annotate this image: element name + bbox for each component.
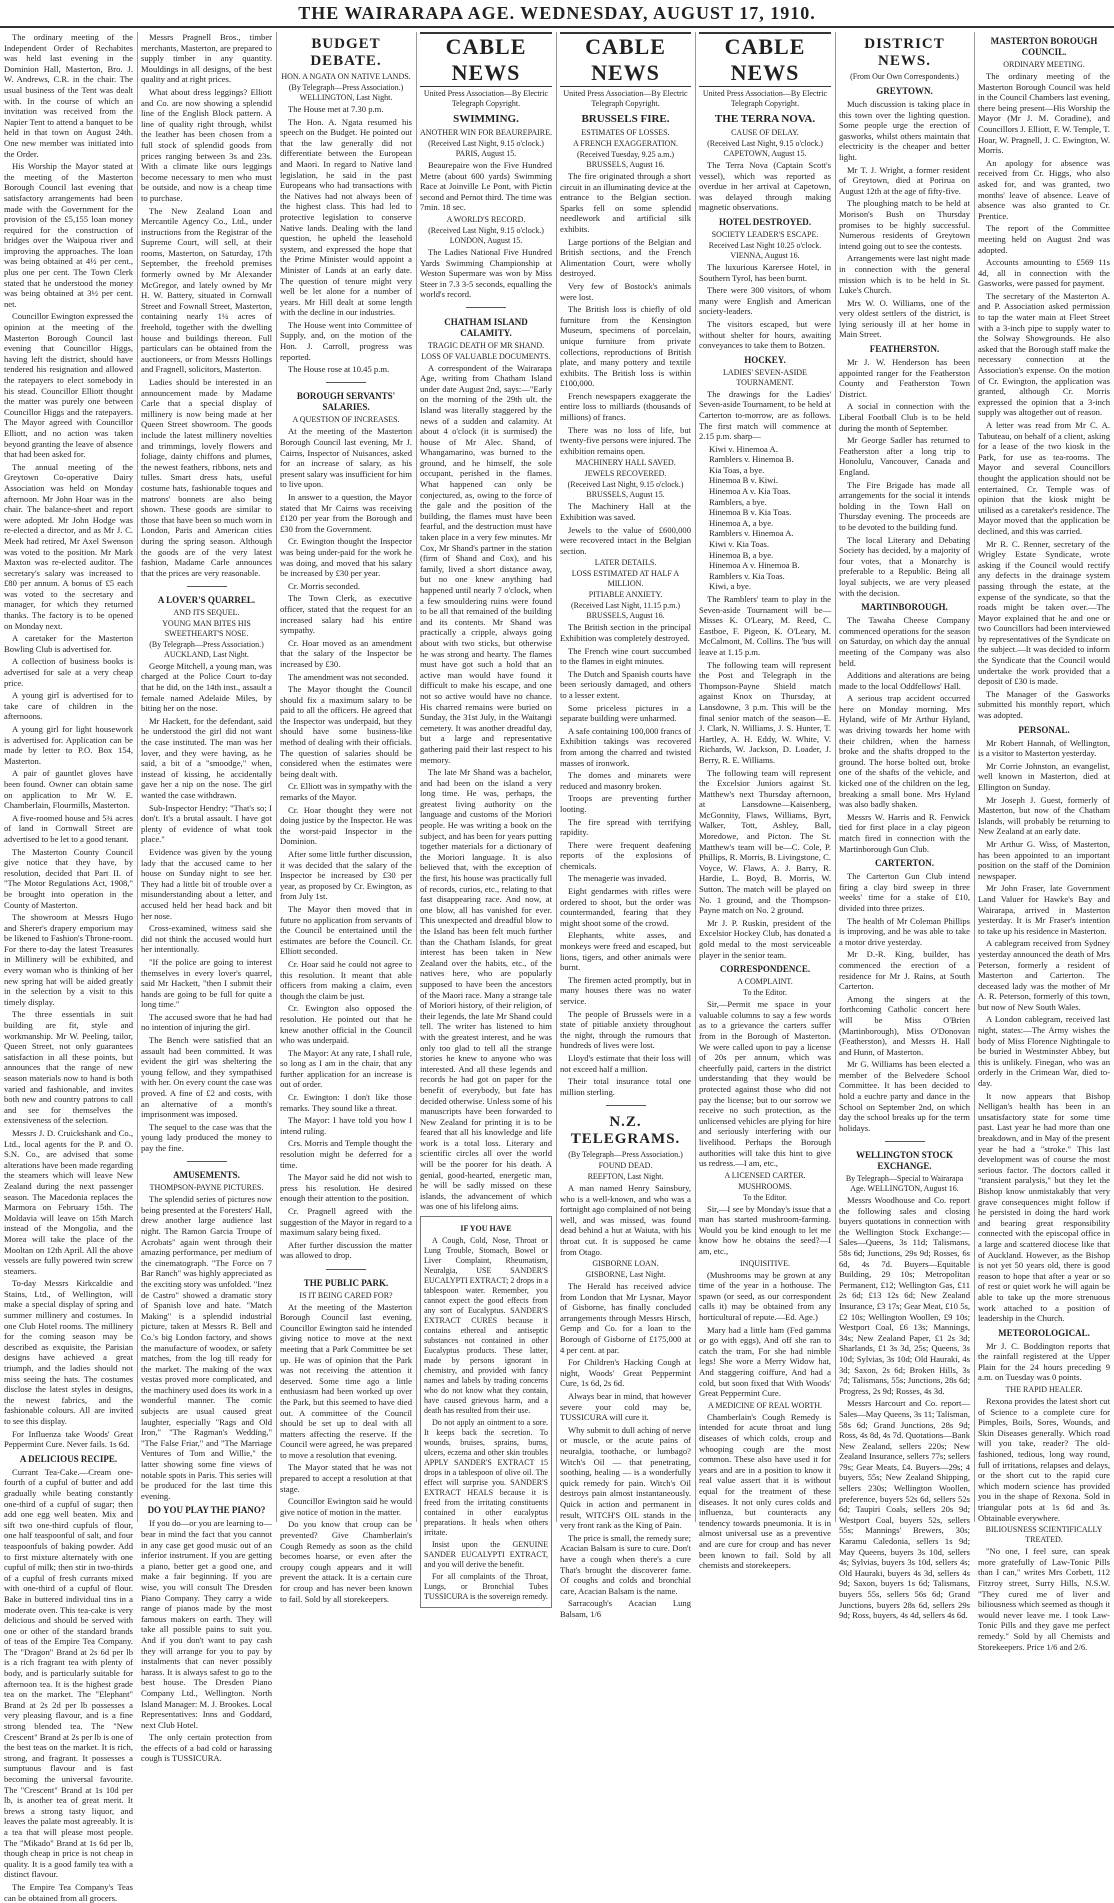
- section-heading: METEOROLOGICAL.: [998, 1327, 1090, 1338]
- article-subheading: LOSS OF VALUABLE DOCUMENTS.: [421, 351, 551, 361]
- paragraph: Cr. Hoar thought they were not doing justice by the Inspector. He was the worst-paid Inspector in the Dominion.: [280, 804, 412, 847]
- cable-credit: United Press Association—By Electric Telegraph Copyright.: [563, 89, 688, 108]
- paragraph: Messrs W. Harris and R. Fenwick tied for first place in a clay pigeon match fired in connection with the Martinborough Gun Club.: [839, 811, 970, 854]
- article-heading: SWIMMING.: [453, 113, 519, 125]
- column-rule: [835, 32, 836, 1522]
- paragraph: The Bench were satisfied that an assault had been committed. It was evident the girl was sheltering the young fellow, and they sympathised with her. On every count the case was proved. A fine of £2 and costs, with an alternative of a month's imprisonment was imposed.: [141, 1035, 272, 1120]
- column-rule: [695, 32, 696, 1522]
- paragraph: The Ramblers' team to play in the Seven-aside Tournament will be—Misses K. O'Leary, M. Reed, C. Eastboe, F. Pigeon, K. O'Leary, M. McCalmont, M. Collins. The 'bus will leave at 1.15 p.m.: [699, 594, 831, 657]
- paragraph: The Mayor said he did not wish to press his resolution. He desired enough their attention to the position.: [280, 1172, 412, 1204]
- article-subheading: MUSHROOMS.: [738, 1181, 792, 1191]
- paragraph: Mr G. Williams has been elected a member of the Belvedere School Committee. It has been decided to hold a euchre party and dance in the School on September 2nd, on which day the school breaks up for the term holidays.: [839, 1059, 970, 1133]
- paragraph: At the meeting of the Masterton Borough Council last evening, Councillor Ewington said he intended giving notice to move at the next meeting that a Park Committee be set up. He was of opinion that the Park was not receiving the attention it deserved. Some time ago a little enthusiasm had been worked up over the Park, but this seemed to have died out. A committee of the Council should be set up to deal with all matters affecting the reserve. If the Council were agreed, he was prepared to move a resolution that evening.: [280, 1301, 412, 1460]
- paragraph: Lloyd's estimate that their loss will not exceed half a million.: [560, 1052, 691, 1074]
- article-subheading: HON. A NGATA ON NATIVE LANDS.: [281, 72, 411, 81]
- paragraph: Messrs Harcourt and Co. report—Sales—May Queens, 3s 11; Talisman, 58s 6d; Grand Junctions, 28s 9d; Ross, 4s 8d, 4s 7d. Quotations—Bank New Zealand, sellers 220s; New Zealand Insurance, sellers 77s; sellers 79s; Gear Meats, £4. Buyers—29s; 4 buyers, 55s; New Zealand Shipping, sellers 230s; Wellington Woollen, preference, buyers 52s 6d, sellers 52s 6d; Taupiri Coals, sellers 20s 9d; Westport Coal, buyers 52s, sellers 55s; Mannings' Brewers, 30s; Karamu Caledonia, sellers 1s 9d; May Queens, buyers 3s 10d, sellers 4s; Sylvias, buyers 3s 10d, sellers 4s; Old Hauraki, buyers 4s 3d, sellers 4s 9d; Saxon, buyers 1s 6d; Talismans, buyers 55s, sellers 56s 6d; Grand Junctions, buyers 28s 6d, sellers 29s 9d; Ross, buyers, 4s 4d, sellers 4s 6d.: [839, 1398, 970, 1621]
- paragraph: The Mayor then moved that in future no application from servants of the Council be entertained until the estimates are before the Council. Cr. Elliott seconded.: [280, 903, 412, 957]
- article-heading: DO YOU PLAY THE PIANO?: [147, 1505, 266, 1516]
- dateline: (Received Last Night, 9.15 o'clock.) CAPETOWN, August 15.: [707, 139, 823, 158]
- cable-news-banner: [699, 32, 831, 87]
- paragraph: The Terra Nova (Captain Scott's vessel), which was reported as overdue in her arrival at Capetown, was delayed through making magnetic observations.: [699, 160, 831, 213]
- article-heading: CORRESPONDENCE.: [719, 964, 811, 975]
- dateline: (Received Tuesday, 9.25 a.m.) BRUSSELS, August 16.: [576, 150, 675, 169]
- article-subheading: PITIABLE ANXIETY.: [588, 590, 663, 600]
- dateline: (By Telegraph—Press Association.): [568, 1149, 683, 1159]
- paragraph: Ladies should be interested in an announcement made by Madame Carle that a special display of millinery is now being made at her Queen Street showroom. The goods include the latest millinery novelties and trimmings, lovely flowers and foliage, dainty chiffons and plumes, the newest feathers, ribbons, nets and tulles. Smart dress hats, useful costume hats, fashionable toques and matrons' bonnets are also being shown. These goods are similar to those that have been so much worn in London, Paris and American cities during the spring season. Although the goods are of the very latest fashion, Madame Carle announces that the prices are very reasonable.: [141, 377, 272, 578]
- paragraph: Cr. Morris seconded.: [288, 580, 361, 591]
- paragraph: The secretary of the Masterton A. and P. Association asked permission to tap the water main at Fleet Street with a 3-inch pipe to supply water to the Solway Showgrounds. He also asked that the Borough staff make the necessary connection at the Association's expense. On the motion of Cr. Ewington, the application was granted, although Cr. Morris expressed the opinion that a 3-inch supply was altogether out of reason.: [978, 290, 1110, 418]
- paragraph: Additions and alterations are being made to the local Oddfellows' Hall.: [839, 670, 970, 691]
- article-heading: N.Z. TELEGRAMS.: [570, 1113, 681, 1147]
- paragraph: The menagerie was invaded.: [568, 873, 667, 884]
- paragraph: Eight gendarmes with rifles were ordered to shoot, but the order was countermanded, fearing that they might shoot some of the crowd.: [560, 886, 691, 928]
- article-subheading: (From Our Own Correspondents.): [850, 72, 959, 81]
- paragraph: Very few of Bostock's animals were lost.: [560, 280, 691, 302]
- cable-news-banner: [560, 32, 691, 87]
- cable-credit: United Press Association—By Electric Telegraph Copyright.: [423, 89, 549, 108]
- paragraph: Do you know that croup can be prevented? Give Chamberlain's Cough Remedy as soon as the child becomes hoarse, or even after the croupy cough appears and it will prevent the attack. It is a certain cure for croup and has never been known to fail. Sold by all storekeepers.: [280, 1519, 412, 1604]
- article-heading: HOTEL DESTROYED.: [718, 216, 812, 227]
- column-rule: [556, 32, 557, 1522]
- dateline: (Received Last Night, 9.15 o'clock.) LONDON, August 15.: [428, 225, 544, 245]
- paragraph: Some priceless pictures in a separate building were unharmed.: [560, 702, 691, 724]
- letter-signature: A LICENSED CARTER.: [724, 1170, 806, 1180]
- paragraph: An apology for absence was received from Cr. Higgs, who also asked for, and was granted, two months' leave of absence. Leave of absence was also granted to Cr. Prentice.: [978, 157, 1110, 221]
- paragraph: The drawings for the Ladies' Seven-aside Tournament, to be held at Carterton to-morrow, are as follows. The first match will commence at 2.15 p.m. sharp—: [699, 388, 831, 442]
- article-heading: THE PUBLIC PARK.: [303, 1277, 389, 1288]
- article-heading: AMUSEMENTS.: [173, 1170, 240, 1181]
- paragraph: "No one, I feel sure, can speak more gratefully of Law-Tonic Pills than I can," writes Mrs Corbett, 112 Fitzroy street, Surry Hills, N.S.W. "They cured me of liver and biliousness which seemed as though it would never leave me. I took Law-Tonic Pills and they gave me perfect remedy." Sold by all Chemists and Storekeepers. Price 1/6 and 2/6.: [978, 1546, 1110, 1652]
- paragraph: The report of the Committee meeting held on August 2nd was adopted.: [978, 223, 1110, 255]
- recipe-heading: A DELICIOUS RECIPE.: [19, 1453, 118, 1464]
- article-subheading: AND ITS SEQUEL.: [173, 607, 240, 617]
- paragraph: His Worship the Mayor stated at the meeting of the Masterton Borough Council last evening that satisfactory arrangements had been made with the Government for the provision of the £5,155 loan money required for the construction of bridges over the Waipoua river and improving the approaches. The loan was being obtained at 4½ per cent., plus one per cent. The Town Clerk stated that he understood the money was being obtained at 3½ per cent. net.: [4, 161, 133, 309]
- paragraph: Cr. Hoar moved as an amendment that the salary of the Inspector be increased by £30.: [280, 637, 412, 669]
- paragraph: The splendid series of pictures now being presented at the Foresters' Hall, drew another large audience last night. The Ramon Garcia Troupe of Acrobats" again went through their amazing performance, per medium of the cinematograph. "The Force on 7 Bar Ranch" was highly appreciated as the exciting story was unfolded. "Inez de Castro" showed a dramatic story of Spanish love and hate. "Match Making" is a splendid industrial picture, taken at Messrs R. Bell and Co.'s big London factory, and shows the manufacture of woodex, or safety matches, from the log till ready for the market. The making of the wax vestas proved more complicated, and the machinery used does its work in a wonderful manner. The comic subjects are usual caused great laughter, especially "Rags and Old Iron," "The Ragman's Wedding," "The False Friar," and "The Marriage Ventures of Tom and Willie," the latter showing some fine views of notable spots in Paris. This series will be produced for the last time this evening.: [141, 1194, 272, 1501]
- paragraph: A safe containing 100,000 francs of Exhibition takings was recovered from among the charred and twisted masses of ironwork.: [560, 725, 691, 768]
- paragraph: The House rose at 10.45 p.m.: [288, 364, 390, 375]
- paragraph: "If the police are going to interest themselves in every lover's quarrel, said Mr Hackett, "then I submit their hands are going to be full for quite a long time.": [141, 956, 272, 1010]
- paragraph: The amendment was not seconded.: [288, 671, 409, 682]
- paragraph: Mr John Fraser, late Government Land Valuer for Hawke's Bay and Wairarapa, arrived in Masterton yesterday. It is Mr Fraser's intention to take up his residence in Masterton.: [978, 883, 1110, 936]
- dateline: GISBORNE, Last Night.: [585, 1270, 666, 1280]
- column-rule: [974, 32, 975, 1522]
- paragraph: Elephants, white asses, and monkeys were freed and escaped, but lions, tigers, and other animals were burnt.: [560, 930, 691, 973]
- cable-news-title: CABLE NEWS: [445, 34, 527, 85]
- article-subheading: IS IT BEING CARED FOR?: [299, 1290, 393, 1300]
- article-heading: HOCKEY.: [744, 354, 786, 365]
- separator: [420, 302, 552, 313]
- article-heading: BOROUGH SERVANTS' SALARIES.: [296, 391, 396, 413]
- paragraph: Cross-examined, witness said she did not think the accused would hurt her intentionally.: [141, 923, 272, 955]
- column-rule: [137, 32, 138, 1522]
- article-subheading: LOSS ESTIMATED AT HALF A MILLION.: [571, 569, 680, 589]
- paragraph: Cr. Elliott was in sympathy with the remarks of the Mayor.: [280, 781, 412, 803]
- column-6: [699, 32, 831, 1571]
- article-subheading: BILIOUSNESS SCIENTIFICALLY TREATED.: [985, 1525, 1103, 1545]
- paragraph: The Mayor thought the Council should fix a maximum salary to be paid to all the officers. He agreed that the Inspector was underpaid, but they should have some business-like method of dealing with their officials. The question of salaries should be considered when the estimates were being dealt with.: [280, 684, 412, 779]
- article-heading: WELLINGTON STOCK EXCHANGE.: [856, 1150, 953, 1172]
- paragraph: The domes and minarets were reduced and masonry broken.: [560, 770, 691, 791]
- section-heading: GREYTOWN.: [876, 86, 933, 96]
- paragraph: Always bear in mind, that however severe your cold may be, TUSSICURA will cure it.: [560, 1391, 691, 1423]
- article-subheading: LADIES' SEVEN-ASIDE TOURNAMENT.: [723, 367, 807, 387]
- paragraph: The accused swore that he had had no intention of injuring the girl.: [141, 1011, 272, 1033]
- paragraph: Chamberlain's Cough Remedy is intended for acute throat and lung diseases of which colds, croup and whooping cough are the most common. These also have used it for years and are in a position to know it real value assert that it is without equal for the treatment of these diseases. It not only cures colds and influenza, but counteracts any tendency towards pneumonia. It is in almost universal use as a preventive and are cure for croup and has never been known to fail. Sold by all chemists and storekeepers.: [699, 1411, 831, 1571]
- dateline: REEFTON, Last Night.: [587, 1171, 664, 1181]
- paragraph: French newspapers exaggerate the entire loss to milliards (thousands of millions) of francs.: [560, 390, 691, 423]
- article-heading: DISTRICT NEWS.: [864, 36, 945, 69]
- paragraph: If you do—or you are learning to—bear in mind the fact that you cannot in any case get good music out of an inferior instrument. If you are getting a piano, better get a good one, and make a fair beginning. If you are wise, you will consult The Dresden Piano Company. They carry a wide range of pianos made by the most famous makers on earth. They will take all possible pains to suit you. And if you don't want to pay cash they will arrange for you to pay by instalments that can never possibly harass. It is always safest to go to the best house. The Dresden Piano Company Ltd., Wellington. North Island Manager: M. J. Brookes. Local Representatives: Inns and Goddard, next Club Hotel.: [141, 1518, 272, 1730]
- separator: [280, 1263, 412, 1274]
- paragraph: Mr J. P. Ruskin, president of the Excelsior Hockey Club, has donated a gold medal to the most serviceable player in the senior team.: [699, 917, 831, 960]
- paragraph: A pair of gauntlet gloves have been found. Owner can obtain same on application to Mr W. E. Chamberlain, Flourmills, Masterton.: [4, 768, 133, 811]
- paragraph: The fire originated through a short circuit in an illuminating device at the entrance to the Belgian section. Sparks fell on some splendid needlework and artificial silk exhibits.: [560, 171, 691, 234]
- article-subheading: FOUND DEAD.: [598, 1160, 653, 1170]
- paragraph: The annual meeting of the Greytown Co-operative Dairy Association was held on Monday afternoon. Mr John Hoar was in the chair. The balance-sheet and report were adopted. Mr John Hodge was re-elected a director, and as Mr J. C. Meek had retired, Mr Axel Swenson was voted to the position. Mr Mark Maxton was re-elected auditor. The secretary's salary was increased to £80 per annum. A bonus of £5 each was voted to the secretary and manager, for which they returned thanks. The factory is to be opened on Monday next.: [4, 461, 133, 631]
- paragraph: Currant Tea-Cake.—Cream one-fourth of a cupful of butter and add gradually while beating constantly one-third of a cupful of sugar; then add one egg well beaten. Mix and sift two one-third cupfuls of flour, one half teaspoonful of salt, and four teaspoonfuls of baking powder. Add to first mixture alternately with one cupful of milk; then stir in two-thirds of a cupful of fresh currants mixed with one-third of a cupful of flour. Bake in buttered individual tins in a moderate oven. This tea-cake is very delicious and should be served with one or other of the standard brands of teas of the Empire Tea Company. The "Dragon" Brand at 2s 6d per lb is a rich fragrant tea with plenty of body, and is particularly suitable for afternoon tea. It is the highest grade tea on the market. The "Elephant" Brand at 2s 2d per lb possesses a very pleasing flavour, and is a fine strong blended tea. The "New Crescent" Brand at 2s per lb is one of the best teas on the market. It is rich, strong, and fragrant. It possesses a sumptuous flavour and is fast becoming the universal favourite. The "Crescent" Brand at 1s 10d per lb, is another tea of great merit. It brews a strong tasty liquor, and leaves the palate most agreeably. It is a tea that will please most people. The "Mikado" Brand at 1s 6d per lb, though cheap in price is not cheap in quality. It is a good family tea with a distinct flavour.: [4, 1466, 133, 1880]
- separator: [141, 1156, 272, 1167]
- paragraph: Among the singers at the forthcoming Catholic concert here will be Miss O'Brien (Martinborough), Miss O'Donovan (Featherston), and Messrs H. Hall and Hunn, of Masterton.: [839, 993, 970, 1057]
- dateline: (Received Last Night, 9.15 o'clock.) BRUSSELS, August 15.: [567, 480, 684, 500]
- article-subheading: A MEDICINE OF REAL WORTH.: [708, 1400, 822, 1410]
- article-subheading: A FRENCH EXAGGERATION.: [572, 139, 679, 148]
- article-subheading: SOCIETY LEADER'S ESCAPE.: [711, 229, 819, 239]
- paragraph: The sequel to the case was that the young lady produced the money to pay the fine.: [141, 1121, 272, 1153]
- paragraph: A London cablegram, received last night, states:—The Army wishes the body of Miss Florence Nightingale to be buried in Westminster Abbey, but this is unlikely. Finegan, who was an orderly in the Crimean War, died to-day.: [978, 1014, 1110, 1089]
- paragraph: Mr Corrie Johnston, an evangelist, well known in Masterton, died at Ellington on Sunday.: [978, 760, 1110, 792]
- article-subheading: GISBORNE LOAN.: [592, 1259, 659, 1269]
- article-subheading: A QUESTION OF INCREASES.: [292, 415, 400, 425]
- cable-news-title: CABLE NEWS: [585, 34, 666, 85]
- paragraph: The fire spread with terrifying rapidity.: [560, 816, 691, 838]
- paragraph: The Mayor: At any rate, I shall rule, so long as I am in the chair, that any further application for an increase is out of order.: [280, 1047, 412, 1090]
- paragraph: A young girl is advertised for to take care of children in the afternoons.: [4, 690, 133, 722]
- article-subheading: THE RAPID HEALER.: [1005, 1385, 1083, 1395]
- dateline: (Received Last Night, 11.15 p.m.) BRUSSELS, August 16.: [570, 601, 680, 621]
- paragraph: There were 300 visitors, of whom many were English and American society-leaders.: [699, 285, 831, 317]
- article-subheading: TRAGIC DEATH OF MR SHAND.: [427, 340, 545, 350]
- paragraph: Messrs Pragnell Bros., timber merchants, Masterton, are prepared to supply timber in any quantity. Mouldings in all designs, of the best quality and at right prices.: [141, 32, 272, 85]
- paragraph: For Influenza take Woods' Great Peppermint Cure. Never fails. 1s 6d.: [4, 1428, 133, 1450]
- article-heading: MASTERTON BOROUGH COUNCIL.: [990, 36, 1098, 57]
- paragraph: Mr Arthur G. Wiss, of Masterton, has been appointed to an important position on the staff of the Dominion newspaper.: [978, 838, 1110, 881]
- dateline: (Received Last Night, 9.15 o'clock.) PARIS, August 15.: [428, 139, 544, 158]
- cable-news-banner: [420, 32, 552, 87]
- list-item: Ramblers, a bye.: [709, 496, 767, 507]
- paragraph: The Hon. A. Ngata resumed his speech on the Budget. He pointed out that the law generally did not differentiate between the European and Maori. In regard to Native land legislation, he said in the past Europeans who had transactions with the Natives had not always been of the highest class. This had led to protective legislation to conserve Native lands. Dealing with the land question, he upheld the leasehold system, and expressed the hope that the Prime Minister would appoint a Minister of Lands at an early date. The question of tenure might very well be let alone for a number of years. Mr Hill dealt at some length with the decline in our industries.: [280, 116, 412, 318]
- list-item: Hinemoa A v. Kia Toas.: [709, 486, 791, 497]
- paragraph: The New Zealand Loan and Mercantile Agency Co., Ltd., under instructions from the Registrar of the Supreme Court, will sell, at their rooms, Masterton, on Saturday, 17th September, the freehold premises formerly owned by Mr Alexander McGregor, and lately owned by Mr H. W. Battery, situated in Cornwall Street and Fownall Street, Masterton, containing nearly 1¼ acres of freehold, together with the dwelling house and buildings thereon. Full particulars can be obtained from the auctioneers, or from Messrs Hollings and Fragnell, solicitors, Masterton.: [141, 205, 272, 375]
- paragraph: The British section in the principal Exhibition was completely destroyed.: [560, 622, 691, 643]
- paragraph: Mr Robert Hannah, of Wellington, is a visitor to Masterton yesterday.: [978, 737, 1110, 759]
- list-item: Kia Toas, a bye.: [709, 464, 765, 475]
- paragraph: The Mayor stated that he was not prepared to accept a resolution at that stage.: [280, 1462, 412, 1494]
- paragraph: After some little further discussion, it was decided that the salary of the Inspector be increased by £30 per year, as proposed by Cr. Ewington, as from July 1st.: [280, 849, 412, 902]
- paragraph: Evidence was given by the young lady that the accused came to her house on Sunday night to see her. They had a little bit of trouble over a misunderstanding about a letter, and accused held her head back and bit her nose.: [141, 846, 272, 921]
- column-4: [420, 32, 553, 1602]
- article-heading: A LOVER'S QUARREL.: [157, 594, 256, 605]
- paragraph: The price is small, the remedy sure; Acacian Balsam is sure to cure. Don't have a cough when there's a cure That's brought the discoverer fame. Of coughs and colds and bronchial care, Acacian Balsam is the name.: [560, 1532, 691, 1596]
- paragraph: The late Mr Shand was a bachelor, and had been on the island a very long time. He was, perhaps, the greatest living authority on the language and customs of the Moriori people. He was writing a book on the subject, and has been for years putting together materials for a dictionary of the Moriori language. It is also believed that, with the exception of the first, his house was practically full of records, curios, etc., relating to that fast disappearing race. And now, at one blow, all has vanished for ever. This unexpected and dreadful blow to the Island has been felt much further than the Chatham Islands, for great interest has been taken in New Zealand over the habits, etc., of the natives here, who are popularly supposed to have been the ancestors of the Maori race. Many a strange tale of Moriori history, of their religion, of their legends, the late Mr Shand could tell. The writer has listened to him with the greatest interest, and he was only too glad to tell all the strange stories he knew to anyone who was interested. And all these legends and records he had got on paper for the benefit of everybody, but fate has decided otherwise. Unless some of his manuscripts have been forwarded to New Zealand for printing it is to be feared that all his knowledge and life work is a total loss. Literary and scientific circles all over the world will be the poorer for his death. A genial, good-hearted, energetic man, he will be sadly missed on these islands, the advancement of which was one of his lifelong aims.: [420, 767, 552, 1212]
- paragraph: The showroom at Messrs Hugo and Sherer's drapery emporium may be likened to Fashion's Throne-room. For there to-day the latest Treasures in Millinery will be exhibited, and every woman who is thinking of her new spring hat will be aided greatly in the selection by a visit to this timely display.: [4, 912, 133, 1007]
- article-subheading: CAUSE OF DELAY.: [731, 128, 799, 137]
- paragraph: Mary had a little ham (Fed gamma or go with eggs), And off she ran to catch the tram, For she had nimble legs! She wore a Merry Widow hat, And staggering coiffure, And had a cold, but soon fixed that With Woods' Great Peppermint Cure.: [699, 1324, 831, 1399]
- list-item: Hinemoa B v. Kiwi.: [709, 475, 778, 486]
- separator: [280, 377, 412, 388]
- paragraph: The Machinery Hall at the Exhibition was saved.: [560, 501, 691, 523]
- paragraph: Accounts amounting to £569 11s 4d, all in connection with the Gasworks, were passed for payment.: [978, 257, 1110, 289]
- list-item: Hinemoa A, a bye.: [709, 517, 774, 528]
- paragraph: The Tawaha Cheese Company commenced operations for the season on Saturday, on which day the annual meeting of the Company was also held.: [839, 615, 970, 668]
- paragraph: Mr D.-R. King, builder, has commenced the erection of a residence for Mr J. Rains, at South Carterton.: [839, 949, 970, 992]
- ad-heading: IF YOU HAVE: [460, 1224, 512, 1234]
- column-rule: [416, 32, 417, 1522]
- article-heading: BUDGET DEBATE.: [310, 36, 382, 69]
- paragraph: The Empire Tea Company's Teas can be obtained from all grocers.: [4, 1881, 133, 1903]
- article-heading: THE TERRA NOVA.: [714, 113, 816, 125]
- paragraph: A five-roomed house and 5¾ acres of land in Cornwall Street are advertised to be let to a good tenant.: [4, 812, 133, 844]
- column-2: [141, 32, 272, 1764]
- ad-text: Do not apply an ointment to a sore. It keeps back the secretion. To wounds, bruises, sprains, burns, ulcers, eczema and other skin troubles APPLY SANDER'S EXTRACT 15 drops in a tablespoon of olive oil. The effect will surprise you. SANDER'S EXTRACT HEALS because it is freed from the irritating constituents contained in other eucalyptus preparations. It heals when others irritate.: [424, 1418, 548, 1538]
- paragraph: Cr. Ewington: I don't like those remarks. They sound like a threat.: [280, 1092, 412, 1113]
- column-7: [839, 32, 970, 1621]
- article-heading: CHATHAM ISLAND CALAMITY.: [444, 316, 528, 338]
- paragraph: Mr R. C. Renner, secretary of the Wrigley Estate Syndicate, wrote asking if the Council would rectify any defects in the drainage system passing through the estate, at the expense of the syndicate, so that the roads might be taken over.—The Mayor explained that he and one or two Councillors had been interviewed by representatives of the Syndicate on the subject.—It was decided to inform the Syndicate that the Council would undertake the work provided that a deposit of £30 is made.: [978, 538, 1110, 687]
- paragraph: Cr. Ewington also opposed the resolution. He pointed out that he knew another official in the Council who was underpaid.: [280, 1003, 412, 1046]
- article-subheading: A COMPLAINT.: [737, 977, 793, 987]
- separator: [141, 580, 272, 591]
- paragraph: Beaurepaire won the Five Hundred Metre (about 600 yards) Swimming Race at Joinville Le Pont, with Pictin second and Pernot third. The time was 7min. 18 sec.: [420, 160, 552, 213]
- paragraph: The Town Clerk, as executive officer, stated that the request for an increased salary had his entire sympathy.: [280, 593, 412, 636]
- paragraph: The Herald has received advice from London that Mr Lysnar, Mayor of Gisborne, has finally concluded arrangements through Messrs Hirsch, Gemp and Co. for a loan to the Borough of Gisborne of £175,000 at 4 per cent. at par.: [560, 1281, 691, 1355]
- separator: [839, 1135, 970, 1146]
- paragraph: After further discussion the matter was allowed to drop.: [280, 1239, 412, 1261]
- paragraph: In answer to a question, the Mayor stated that Mr Cairns was receiving £120 per year from the Borough and £30 from the Government.: [280, 492, 412, 534]
- paragraph: A man named Henry Sainsbury, who is a well-known, and who was a fortnight ago complained of not being well, and was missed, was found dead behind a hut at Waiuta, with his throat cut. It is supposed he came from Otago.: [560, 1182, 691, 1257]
- column-rule: [276, 32, 277, 1522]
- article-subheading: MACHINERY HALL SAVED.: [575, 458, 676, 468]
- paragraph: Sir,—I see by Monday's issue that a man has started mushroom-farming. Would you be kind enough to let me know how he obtains the seed?—I am, etc.,: [699, 1203, 831, 1257]
- article-subheading: LATER DETAILS.: [594, 558, 657, 568]
- paragraph: Large portions of the Belgian and British sections, and the French Alimentation Court, were wholly destroyed.: [560, 236, 691, 279]
- ad-text: For all complaints of the Throat, Lungs, or Bronchial Tubes TUSSICURA is the sovereign remedy.: [424, 1572, 548, 1602]
- paragraph: Arrangements were last night made in connection with the general mission which is to be held in St. Luke's Church.: [839, 253, 970, 296]
- column-1: [4, 32, 134, 1903]
- dateline: (By Telegraph—Press Association.) AUCKLAND, Last Night.: [149, 639, 264, 659]
- paragraph: The Carterton Gun Club intend firing a clay bird sweep in three weeks' time for a stake of £10, divided into three prizes.: [839, 871, 970, 913]
- paragraph: Cr. Ewington thought the Inspector was being under-paid for the work he was doing, and moved that his salary be increased by £30 per year.: [280, 536, 412, 579]
- list-item: Kiwi v. Hinemoa A.: [709, 443, 778, 454]
- paragraph: The people of Brussels were in a state of pitiable anxiety throughout the night, through the rumours that hundreds of lives were lost.: [560, 1008, 691, 1051]
- list-item: Kiwi, a bye.: [709, 581, 752, 592]
- section-heading: CARTERTON.: [875, 858, 934, 869]
- paragraph: Mr J. W. Henderson has been appointed ranger for the Featherston County and Featherston Town District.: [839, 357, 970, 399]
- list-item: Ramblers v. Hinemoa A.: [709, 528, 794, 539]
- paragraph: Rexona provides the latest short cut of Science to a complete cure for Pimples, Boils, Sores, Wounds, and Skin Diseases generally. Which road will you take, reader? The old-fashioned, tedious, long way round, full of irritations, relapses and delays, or the short cut to the rapid cure which modern science has provided you in the shape of Rexona. Sold in triangular pots at 1s 6d and 3s. Obtainable everywhere.: [978, 1396, 1110, 1523]
- paragraph: The health of Mr Coleman Phillips is improving, and he was able to take a motor drive yesterday.: [839, 915, 970, 947]
- paragraph: The only certain protection from the effects of a bad cold or harassing cough is TUSSICURA.: [141, 1732, 272, 1764]
- letter-salutation: To the Editor.: [743, 988, 787, 998]
- list-item: Kiwi v. Kia Toas.: [709, 539, 770, 550]
- paragraph: Why submit to dull aching of nerve or muscle, or the acute pains of neuralgia, toothache, or lumbago? Witch's Oil — that penetrating, soothing, healing — is a wonderfully quick remedy for pain. Witch's Oil destroys pain almost instantaneously. Quick in action and permanent in result, WITCH'S OIL stands in the very front rank as the King of Pain.: [560, 1424, 691, 1531]
- paragraph: For Children's Hacking Cough at night, Woods' Great Peppermint Cure, 1s 6d, 2s 6d.: [560, 1357, 691, 1389]
- paragraph: The House met at 7.30 p.m.: [288, 104, 384, 114]
- column-8: [978, 32, 1110, 1652]
- paragraph: A collection of business books is advertised for sale at a very cheap price.: [4, 656, 133, 688]
- section-heading: MARTINBOROUGH.: [861, 602, 948, 613]
- paragraph: Mrs W. O. Williams, one of the very oldest settlers of the district, is lying seriously ill at her home in Main Street.: [839, 297, 970, 340]
- paragraph: The luxurious Karersee Hotel, in Southern Tyrol, has been burnt.: [699, 261, 831, 283]
- paragraph: The following team will represent the Excelsior Juniors against St. Matthew's next Thursday afternoon, at Lansdowne—Kaisenberg, McGonnity, Flaws, Williams, Byrt, Walker, Tott, Ashley, Ball, Moredowe, and Picton. The St. Matthew's team will be—C. Cole, P. Phillips, R. Morris, B. Livingstone, C. Voyce, W. Flaws, A. J. Barry, R. Hardie, L. Boyd, B. Morris, W. Sutton. The match will be played on No. 1 ground, and the Thompson-Payne match on No. 2 ground.: [699, 767, 831, 916]
- paragraph: Jewels to the value of £600,000 were recovered intact in the Belgian section.: [560, 524, 691, 556]
- paragraph: What about dress leggings? Elliott and Co. are now showing a splendid line of the English Block pattern. A line of quality right through, whilst the leather has been chosen from a full stock of splendid goods from prices ranging between 3s and 23s. With a climate like ours leggings become necessary to men who must be outside, and now is a cheap time to purchase.: [141, 86, 272, 203]
- paragraph: A caretaker for the Masterton Bowling Club is advertised for.: [4, 633, 133, 654]
- article-subheading: A WORLD'S RECORD.: [446, 214, 526, 224]
- paragraph: Councillor Ewington said he would give notice of motion in the matter.: [280, 1496, 412, 1517]
- paragraph: A letter was read from Mr C. A. Tabuteau, on behalf of a client, asking for a lease of the two kiosk in the Park, for use as tea-rooms. The Mayor and several Councillors thought the application should not be entertained. Cr. Temple was of opinion that the kiosk might be utilised as a caretaker's residence. The Mayor moved that the application be declined, and this was carried.: [978, 420, 1110, 536]
- paragraph: A young girl for light housework is advertised for. Application can be made by letter to P.O. Box 154, Masterton.: [4, 724, 133, 766]
- paragraph: The ordinary meeting of the Masterton Borough Council was held in the Council Chambers last evening, there being present—His Worship the Mayor (Mr J. M. Coradine), and Councillors J. Elliott, F. W. Temple, T. Hoar, W. Pragnell, J. C. Ewington, W. Morris.: [978, 71, 1110, 156]
- ad-text: A Cough, Cold, Nose, Throat or Lung Trouble, Stomach, Bowel or Liver Complaint, Rheumatism, Neuralgia, USE SANDER'S EUCALYPTI EXTRACT; 2 drops in a tablespoon water. Remember, you cannot expect the good effects from any sort of Eucalyptus. SANDER'S EXTRACT CURES because it contains ethereal and antiseptic substances not contained in other Eucalyptus products. These latter, made by persons ignorant in chemistry, and provided with fancy names and labels by trading concerns who do not know what they contain, have caused grievous harm, and a death has resulted from their use.: [424, 1236, 548, 1416]
- paragraph: Crs. Morris and Temple thought the resolution might be deferred for a time.: [280, 1138, 412, 1170]
- dateline: By Telegraph—Special to Wairarapa Age. WELLINGTON, August 16.: [845, 1174, 964, 1194]
- eucalypti-advertisement: [420, 1216, 552, 1608]
- cable-news-title: CABLE NEWS: [724, 34, 806, 85]
- paragraph: Sub-Inspector Hendry: "That's so; I don't. It's a brutal assault. I have got plenty of evidence of what took place.": [141, 802, 272, 845]
- paragraph: The Manager of the Gasworks submitted his monthly report, which was adopted.: [978, 688, 1110, 721]
- paragraph: Mr Joseph J. Guest, formerly of Masterton, but now of the Chatham Islands, will probably be returning to New Zealand at an early date.: [978, 794, 1110, 837]
- paragraph: A cablegram received from Sydney yesterday announced the death of Mrs Peterson, formerly a resident of Masterton and Carterton. The deceased lady was the mother of Mr A. R. Peterson, formerly of this town, but now of New South Wales.: [978, 938, 1110, 1012]
- dateline: Received Last Night 10.25 o'clock. VIENNA, August 16.: [708, 240, 822, 260]
- paragraph: The Mayor: I have told you how I intend ruling.: [280, 1115, 412, 1136]
- paragraph: George Mitchell, a young man, was charged at the Police Court to-day that he did, on the 14th inst., assault a female named Adelaide Miles, by biting her on the nose.: [141, 660, 272, 714]
- paragraph: Mr Hackett, for the defendant, said he understood the girl did not want the case instituted. The man was her lover, and they were having, as he said, a bit of a "smoodge," when, instead of kissing, he accidentally gave her a nip on the nose. The girl wanted the case withdrawn.: [141, 715, 272, 800]
- paragraph: Much discussion is taking place in this town over the lighting question. Some people urge the erection of gasworks, whilst others maintain that electricity is the cheaper and better light.: [839, 99, 970, 162]
- paragraph: The ordinary meeting of the Independent Order of Rechabites was held last evening in the Dominion Hall, Masterton, Bro. J. W. Andrews, C.R. in the chair. The usual business of the Tent was dealt with. In the course of which an invitation was received from the Napier Tent to attend a banquet to be held in that town on August 24th. One new member was initiated into the Order.: [4, 32, 133, 159]
- section-heading: FEATHERSTON.: [869, 344, 940, 355]
- article-subheading: ANOTHER WIN FOR BEAUREPAIRE.: [420, 128, 553, 137]
- section-heading: PERSONAL.: [1018, 724, 1070, 735]
- paragraph: The following team will represent the Post and Telegraph in the Thompson-Payne Shield match against Knox on Thursday, at Lansdowne, 3 p.m. This will be the final senior match of the season—E. J. Clark, N. Williams, J. S. Hunter, T. Hartley, A. H. Eddy, W. White, V. Richards, W. Jackson, D. Loader, J. Berry, R. E. Williams.: [699, 659, 831, 765]
- paragraph: A correspondent of the Wairarapa Age, writing from Chatham Island under date August 2nd, says:—"Early on the morning of the 29th ult. the Island was literally staggered by the news of a sudden and calamity. At about 4 o'clock (it is surmised) the house of Mr Alec. Shand, of Whangamarino, was burned to the ground, and he himself, the sole occupant, perished in the flames. What happened can only be conjectured, as, owing to the force of the gale and the position of the building, the flames must have been fearful, and the destruction must have taken place in a very few minutes. Mr Cox, Mr Shand's partner in the station (firm of Shand and Cox), and his family, lived a short distance away, but no one knew anything had happened until nearly 7 o'clock, when a few smouldering ruins were found to be all that remained of the building and its contents. Mr Shand was practically a cripple, always going about with two sticks, but otherwise he was strong and hearty. The flames must have got such a hold that an active man would have found it difficult to make his escape, and one not so active would have no chance. His charred remains were buried on Sunday, the 31st July, in the Waitangi cemetery. It was another dreadful day, but a large and representative gathering paid their last respect to his memory.: [420, 362, 552, 765]
- paragraph: A social in connection with the Liberal Football Club is to be held during the month of September.: [839, 401, 970, 433]
- list-item: Hinemoa B, a bye.: [709, 549, 774, 560]
- letter-salutation: To the Editor.: [743, 1192, 787, 1202]
- paragraph: Messrs J. D. Cruickshank and Co., Ltd., local agents for the P. and O. S.N. Co., are advised that some alterations have been made regarding the steamers which will leave New Zealand during the next passenger season. The Macedonia replaces the Marmora on February 15th. The Moldavia will leave on 15th March instead of the Mongolia, and the Morea will take the place of the Mooltan on 12th April. All the above vessels are fully powered twin screw steamers.: [4, 1127, 133, 1276]
- paragraph: Cr. Pragnell agreed with the suggestion of the Mayor in regard to a maximum salary being fixed.: [280, 1206, 412, 1238]
- paragraph: The ploughing match to be held at Morison's Bush on Thursday promises to be highly successful. Numerous residents of Greytown intend going out to see the contests.: [839, 198, 970, 251]
- paragraph: There was no loss of life, but twenty-five persons were injured. The exhibition remains open.: [560, 424, 691, 456]
- paragraph: Their total insurance total one million sterling.: [560, 1076, 691, 1097]
- paragraph: A serious trap accident occurred here on Monday morning. Mrs Hyland, wife of Mr Arthur Hyland, was driving towards her home with their children, when the harness broke and the shafts dropped to the ground. The horse bolted out, broke one of the shafts of the vehicle, and kicked one of the children on the leg, breaking a small bone. Mrs Hyland was also badly shaken.: [839, 693, 970, 810]
- paragraph: Messrs Woodhouse and Co. report the following sales and closing buyers quotations in connection with the Wellington Stock Exchange:—Sales—Queens, 3s 11d; Talismans, 58s 6d; Junctions, 29s 9d; Rosses, 6s 6d, 4s 7d. Buyers—Equitable Building, 29 10s; Metropolitan Permanent, £12; Wellington Gas, £11 2s 6d; £13 12s 6d; New Zealand Insurance, £3 17s; Gear Meat, £10 5s, £2 10s; Wellington Woollen, £9 10s; Westport Coal, £6 13s; Mannings, 34s; New Zealand Paper, £1 2s 3d; Sharlands, £1 3s 3d, 25s; Queens, 3s 10d; Sylvias, 3s 10d; Old Hauraki, 4s 3d; Saxon, 2s 6d; Broken Hills, 3s 7d; Talismans, 55s; Junctions, 28s 6d; Progress, 2s 9d; Rosses, 4s 3d.: [839, 1195, 970, 1396]
- article-subheading: YOUNG MAN BITES HIS SWEETHEART'S NOSE.: [162, 618, 251, 638]
- paragraph: The Fire Brigade has made all arrangements for the social it intends holding in the Town Hall on Thursday evening. The proceeds are to be devoted to the building fund.: [839, 479, 970, 532]
- list-item: Hinemoa A v. Hinemoa B.: [709, 560, 800, 571]
- hockey-draw-list: [709, 444, 831, 592]
- paragraph: (Mushrooms may be grown at any time of the year in a hothouse. The spawn (or seed, as our correspondent calls it) may be obtained from any horticultural of repute.—Ed. Age.): [699, 1269, 831, 1323]
- letter-signature: INQUISITIVE.: [740, 1258, 790, 1268]
- dateline: (By Telegraph—Press Association.) WELLINGTON, Last Night.: [288, 83, 404, 102]
- column-3: [280, 32, 412, 1604]
- paragraph: Councillor Ewington expressed the opinion at the meeting of the Masterton Borough Council last evening that Councillor Higgs, having left the district, should have tendered his resignation and allowed the ratepayers to elect somebody in his stead. Councillor Elliott thought the matter was purely one between Councillor Higgs and the ratepayers. The Mayor agreed with Councillor Elliott, and no action was taken beyond granting the leave of absence that had been asked for.: [4, 311, 134, 460]
- separator: [560, 1099, 691, 1110]
- paragraph: The House went into Committee of Supply, and, on the motion of the Hon. J. Carroll, progress was reported.: [280, 319, 412, 362]
- paragraph: The French wine court succumbed to the flames in eight minutes.: [560, 645, 691, 667]
- paragraph: The three essentials in suit building are fit, style and workmanship. Mr W. Peeling, tailor, Queen Street, not only guarantees satisfaction in all these points, but announces that the range of new season materials now to hand is both varied and fashionable, and invites both new and country patrons to call and see for themselves the extensiveness of the selection.: [4, 1009, 133, 1126]
- paragraph: Cr. Hoar said he could not agree to this resolution. It meant that able officers from making a claim, even though the claim be just.: [280, 958, 412, 1001]
- paragraph: Mr J. C. Boddington reports that the rainfall registered at the Upper Plain for the 24 hours preceding 9 a.m. on Tuesday was 0 points.: [978, 1340, 1110, 1383]
- ad-text: Insist upon the GENUINE SANDER EUCALYPTI EXTRACT, and you will derive the benefit.: [424, 1540, 548, 1570]
- paragraph: At the meeting of the Masterton Borough Council last evening, Mr J. Cairns, Inspector of Nuisances, asked for an increase of salary, as his present salary was insufficient for him to live upon.: [280, 426, 412, 490]
- article-heading: BRUSSELS FIRE.: [581, 113, 670, 125]
- cable-credit: United Press Association—By Electric Telegraph Copyright.: [702, 89, 828, 108]
- list-item: Hinemoa B v. Kia Toas.: [709, 507, 792, 518]
- article-subheading: THOMPSON-PAYNE PICTURES.: [149, 1183, 264, 1193]
- masthead: THE WAIRARAPA AGE. WEDNESDAY, AUGUST 17, 1910.: [0, 0, 1114, 28]
- paragraph: Mr T. J. Wright, a former resident of Greytown, died at Porirua on August 12th at the age of fifty-five.: [839, 164, 970, 196]
- paragraph: The local Literary and Debating Society has decided, by a majority of four votes, that a Monarchy is preferable to a Republic. Being all loyal subjects, we are very pleased with the decision.: [839, 534, 970, 598]
- paragraph: The firemen acted promptly, but in many houses there was no water service.: [560, 974, 691, 1006]
- paragraph: The visitors escaped, but were without shelter for hours, awaiting conveyances to take them to Botzen.: [699, 318, 831, 351]
- article-subheading: ORDINARY MEETING.: [1003, 60, 1085, 69]
- paragraph: Sir,—Permit me space in your valuable columns to say a few words as to a grievance the carters suffer from in the Borough of Masterton. We were called upon to pay a license of 20s per annum, which was cheerfully paid, carters in the district understanding that they would be protected against those who did not pay the license; but to our sorrow we receive no such protection, as the unlicensed vehicles are plying for hire and seriously interfering with our livelihood. Perhaps the Borough authorities will take this hint to give us redress.—I am, etc.,: [699, 999, 831, 1169]
- paragraph: The Ladies National Five Hundred Yards Swimming Championship at Weston Supermare was won by Miss Steer in 7.3 3-5 seconds, equalling the world's record.: [420, 246, 552, 300]
- paragraph: The Masterton County Council give notice that they have, by resolution, decided that Part II. of "The Motor Regulations Act, 1908," be brought into operation in the County of Masterton.: [4, 846, 133, 910]
- paragraph: Sarracough's Acacian Lung Balsam, 1/6: [560, 1598, 691, 1619]
- article-subheading: JEWELS RECOVERED.: [584, 469, 667, 479]
- paragraph: Mr George Sadler has returned to Featherston after a long trip to Honolulu, Vancouver, Canada and England.: [839, 435, 970, 477]
- paragraph: Troops are preventing further looting.: [560, 793, 691, 814]
- paragraph: It now appears that Bishop Nelligan's health has been in an unsatisfactory state for some time past. Last year he had more than one breakdown, and in May of the present year he had a "stroke." This last development was of course the most serious factor. The doctors called it "transient paralysis," but they let the Bishop know unmistakably that very grave consequences might follow if he persisted in doing the hard work and bearing great responsibility connected with the episcopal office in a large and scattered diocese like that of Auckland. However, as the Bishop is not yet 50 years old, there is good reason to hope that after a year or so of rest or quiet work he will again be able to take up the more strenuous work attached to a position of leadership in the Church.: [978, 1090, 1110, 1324]
- paragraph: The British loss is chiefly of old furniture from the Kensington Museum, specimens of porcelain, unique furniture from private collections, reproductions of British plate, and many pottery and textile exhibits. The British loss is within £100,000.: [560, 304, 691, 389]
- paragraph: The Dutch and Spanish courts have been seriously damaged, and others to a lesser extent.: [560, 668, 691, 700]
- list-item: Ramblers v. Kia Toas.: [709, 570, 785, 581]
- paragraph: There were frequent deafening reports of the explosions of chemicals.: [560, 839, 691, 871]
- article-subheading: ESTIMATES OF LOSSES.: [581, 128, 670, 137]
- paragraph: To-day Messrs Kirkcaldie and Stains, Ltd., of Wellington, will make a special display of spring and summer millinery and costumes. In one Club Hotel rooms. The millinery for the coming season may be described as exquisite, the Parisian designs have achieved a great triumph, and the ladies should not miss seeing the hats. The costumes disclose the latest styles in designs, the newest fabrics, and the fashionable colours. All are invited to see this display.: [4, 1278, 133, 1426]
- column-5: [560, 32, 691, 1619]
- list-item: Ramblers v. Hinemoa B.: [709, 454, 794, 465]
